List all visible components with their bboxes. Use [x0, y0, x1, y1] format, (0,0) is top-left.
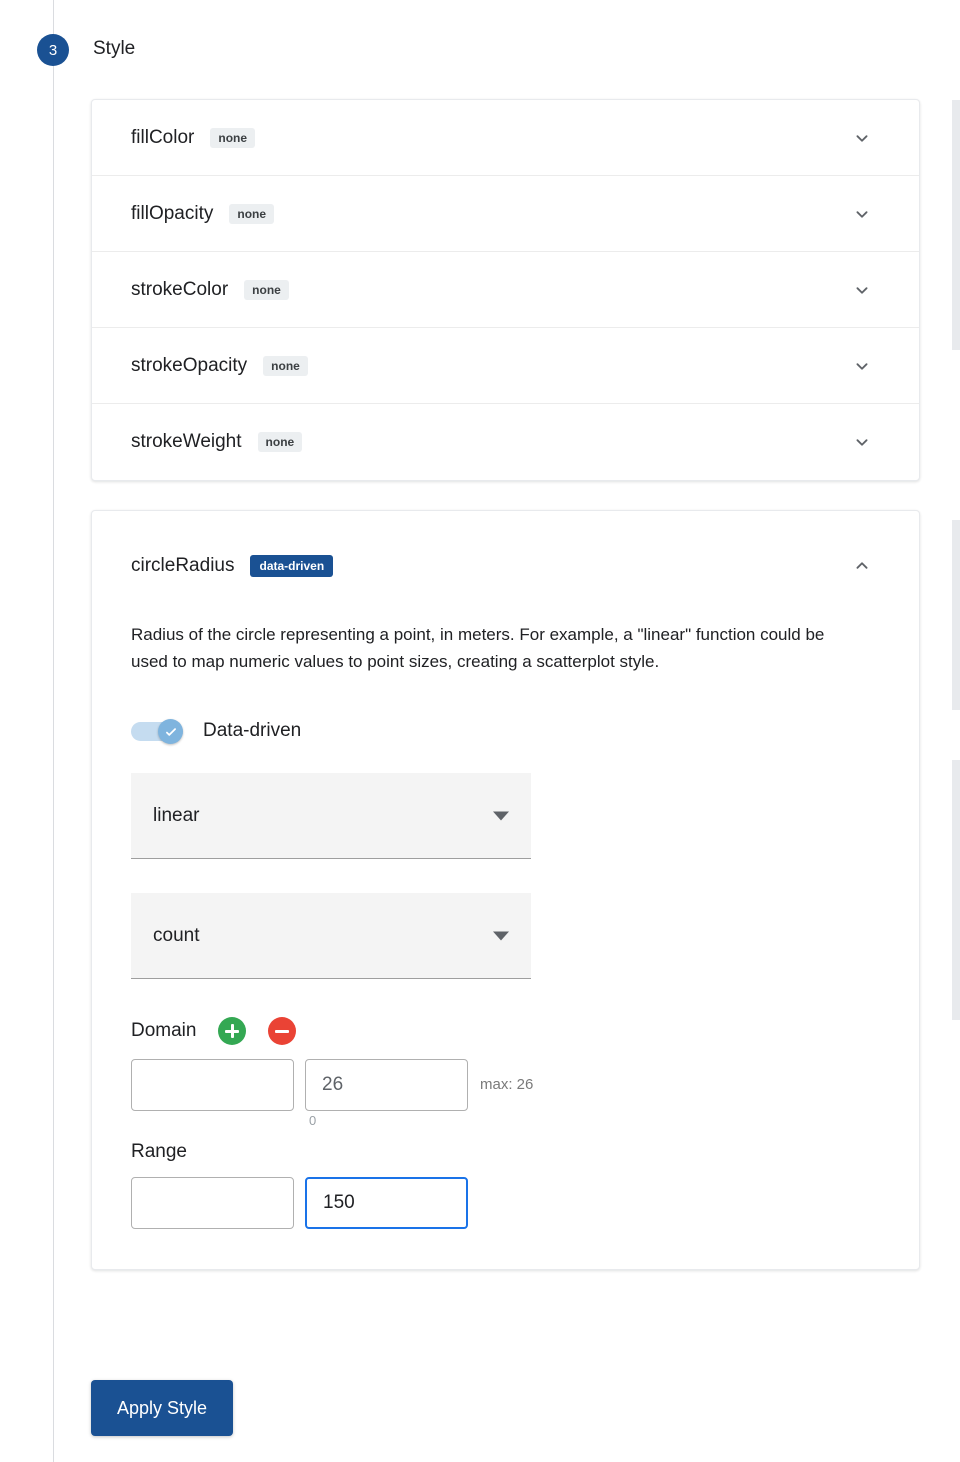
- range-min-input[interactable]: [131, 1177, 294, 1229]
- step-number-badge: 3: [37, 34, 69, 66]
- page-edge-strip: [952, 100, 960, 350]
- data-driven-toggle-row: [131, 719, 880, 743]
- domain-label: Domain: [131, 1020, 197, 1041]
- apply-style-button[interactable]: Apply Style: [91, 1380, 233, 1436]
- data-driven-toggle[interactable]: [131, 719, 187, 743]
- domain-zero-hint: 0: [309, 1113, 317, 1128]
- style-properties-card: [91, 99, 920, 481]
- property-row-circleradius[interactable]: [92, 511, 919, 621]
- property-name-fillopacity: fillOpacity: [131, 202, 214, 224]
- stepper-rail: [53, 0, 54, 1462]
- domain-max-note: max: 26: [480, 1076, 534, 1093]
- chevron-down-icon[interactable]: [851, 355, 873, 377]
- plus-circle-icon[interactable]: [218, 1017, 246, 1045]
- property-row-strokeopacity[interactable]: [92, 328, 919, 404]
- plus-horizontal: [225, 1030, 239, 1033]
- data-driven-toggle-label: Data-driven: [203, 720, 302, 741]
- domain-inputs: [131, 1059, 880, 1128]
- property-badge-fillcolor: none: [210, 128, 255, 148]
- chevron-down-icon[interactable]: [851, 127, 873, 149]
- property-name-strokecolor: strokeColor: [131, 278, 229, 300]
- function-select[interactable]: [131, 773, 531, 859]
- circle-radius-description: Radius of the circle representing a point, in meters. For example, a "linear" function could be used to map numeric values to point sizes, creating a scatterplot style.: [131, 625, 825, 671]
- dropdown-arrow-icon: [493, 811, 509, 820]
- chevron-down-icon[interactable]: [851, 279, 873, 301]
- range-header: [131, 1141, 880, 1163]
- circle-radius-card: [91, 510, 920, 1270]
- dropdown-arrow-icon: [493, 931, 509, 940]
- property-badge-strokeopacity: none: [263, 356, 308, 376]
- range-label: Range: [131, 1141, 187, 1162]
- domain-max-input[interactable]: [305, 1059, 468, 1111]
- domain-min-input[interactable]: [131, 1059, 294, 1111]
- toggle-knob-check-icon: [158, 719, 183, 744]
- field-select-value: count: [153, 924, 200, 946]
- page-title: Style: [93, 38, 136, 59]
- property-row-fillopacity[interactable]: [92, 176, 919, 252]
- property-badge-strokeweight: none: [258, 432, 303, 452]
- range-max-input[interactable]: [305, 1177, 468, 1229]
- property-row-strokeweight[interactable]: [92, 404, 919, 480]
- property-name-strokeopacity: strokeOpacity: [131, 354, 248, 376]
- property-name-circleradius: circleRadius: [131, 555, 235, 576]
- property-row-strokecolor[interactable]: [92, 252, 919, 328]
- property-badge-fillopacity: none: [229, 204, 274, 224]
- property-row-fillcolor[interactable]: [92, 100, 919, 176]
- circle-radius-body: [92, 621, 919, 1269]
- page-edge-strip: [952, 760, 960, 1020]
- minus-bar: [275, 1030, 289, 1033]
- minus-circle-icon[interactable]: [268, 1017, 296, 1045]
- range-inputs: [131, 1177, 880, 1229]
- domain-header: [131, 1017, 880, 1045]
- page-edge-strip: [952, 520, 960, 710]
- chevron-down-icon[interactable]: [851, 203, 873, 225]
- property-name-fillcolor: fillColor: [131, 126, 195, 148]
- property-badge-circleradius: data-driven: [250, 555, 333, 577]
- chevron-down-icon[interactable]: [851, 431, 873, 453]
- function-select-value: linear: [153, 804, 200, 826]
- property-name-strokeweight: strokeWeight: [131, 431, 242, 452]
- chevron-up-icon[interactable]: [851, 555, 873, 577]
- field-select[interactable]: [131, 893, 531, 979]
- property-badge-strokecolor: none: [244, 280, 289, 300]
